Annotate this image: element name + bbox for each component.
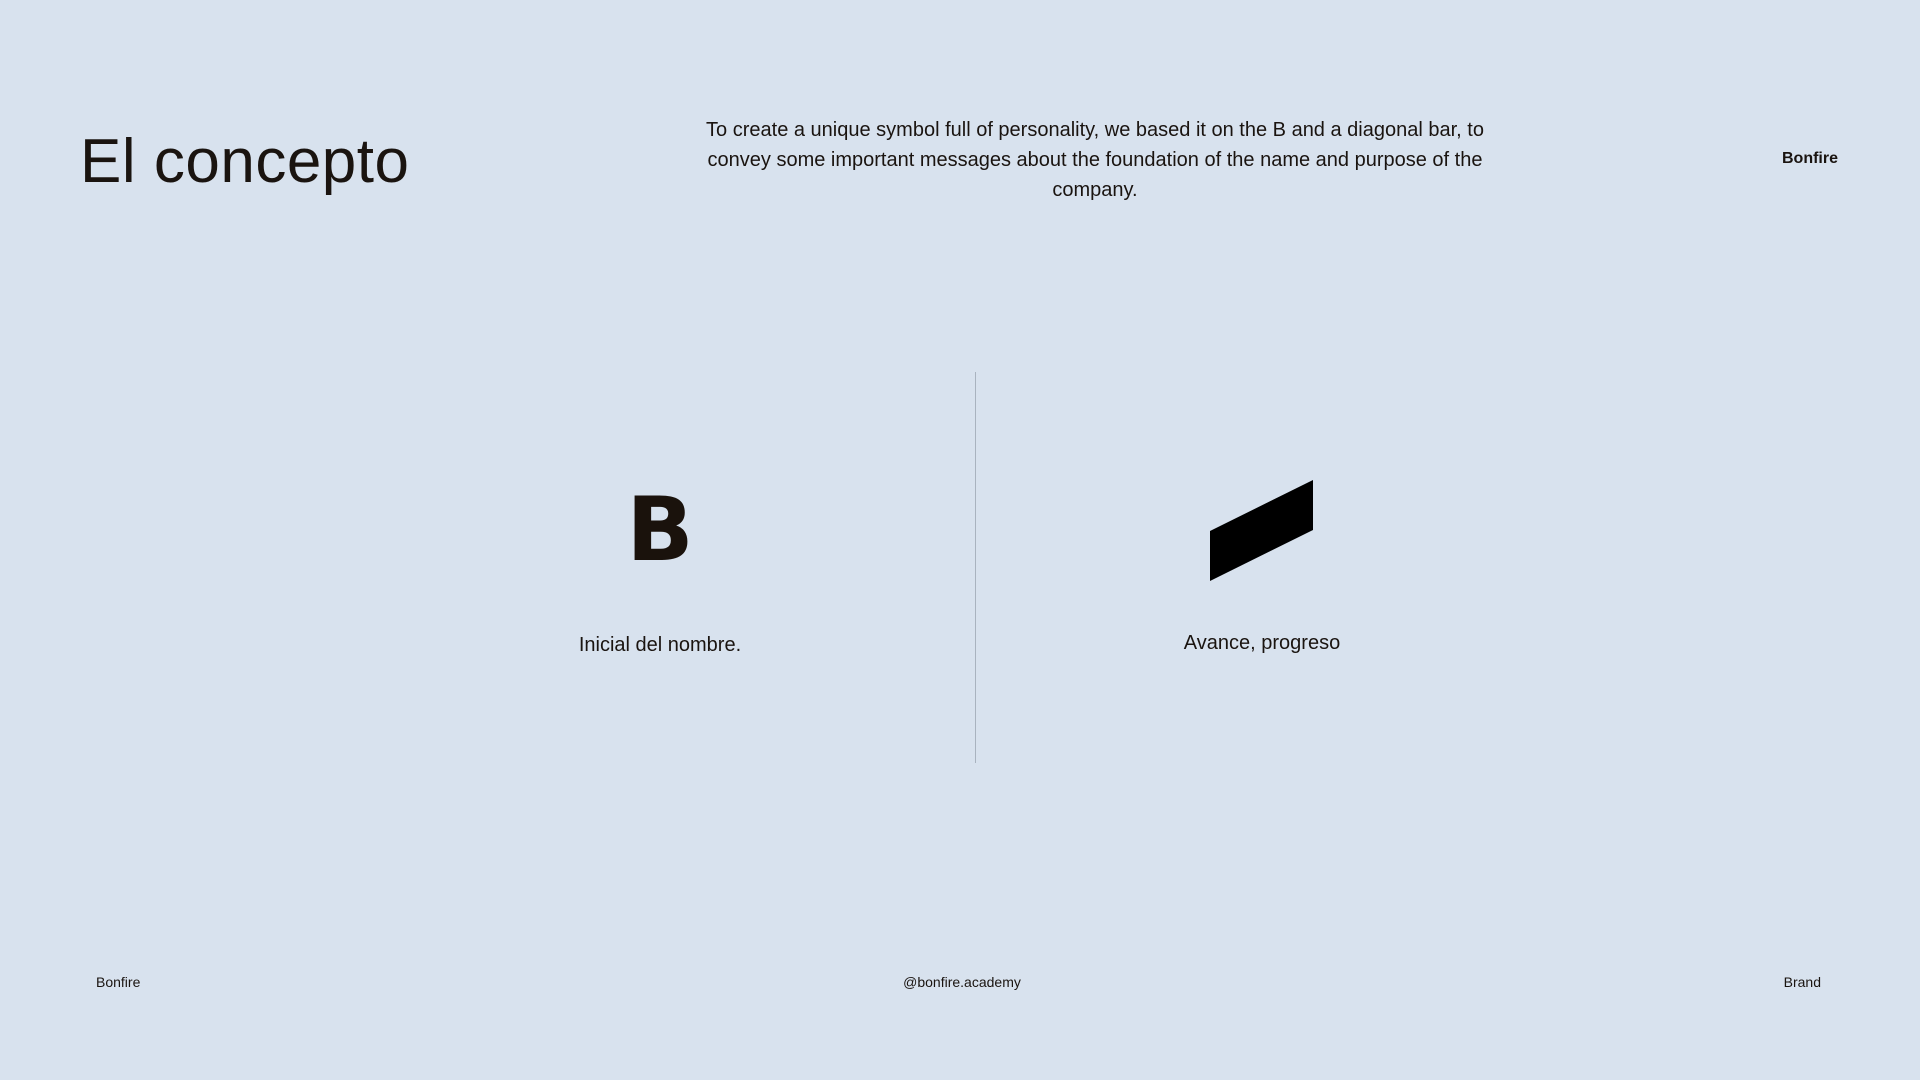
- concept-caption-progress: Avance, progreso: [1183, 632, 1341, 654]
- intro-paragraph: To create a unique symbol full of personality, we based it on the B and a diagonal bar, to convey some important messages about the foundation of the name and purpose of the company.: [706, 119, 1484, 201]
- diagonal-bar-icon: [1210, 480, 1313, 581]
- brand-label: Bonfire: [1782, 150, 1838, 167]
- footer-section: Brand: [1783, 974, 1821, 990]
- footer-handle: @bonfire.academy: [903, 974, 1021, 990]
- page-title: El concepto: [80, 127, 410, 196]
- letter-b-symbol: B: [626, 478, 694, 581]
- footer-brand: Bonfire: [96, 974, 141, 990]
- vertical-divider: [975, 372, 976, 763]
- concept-caption-initial: Inicial del nombre.: [578, 634, 742, 656]
